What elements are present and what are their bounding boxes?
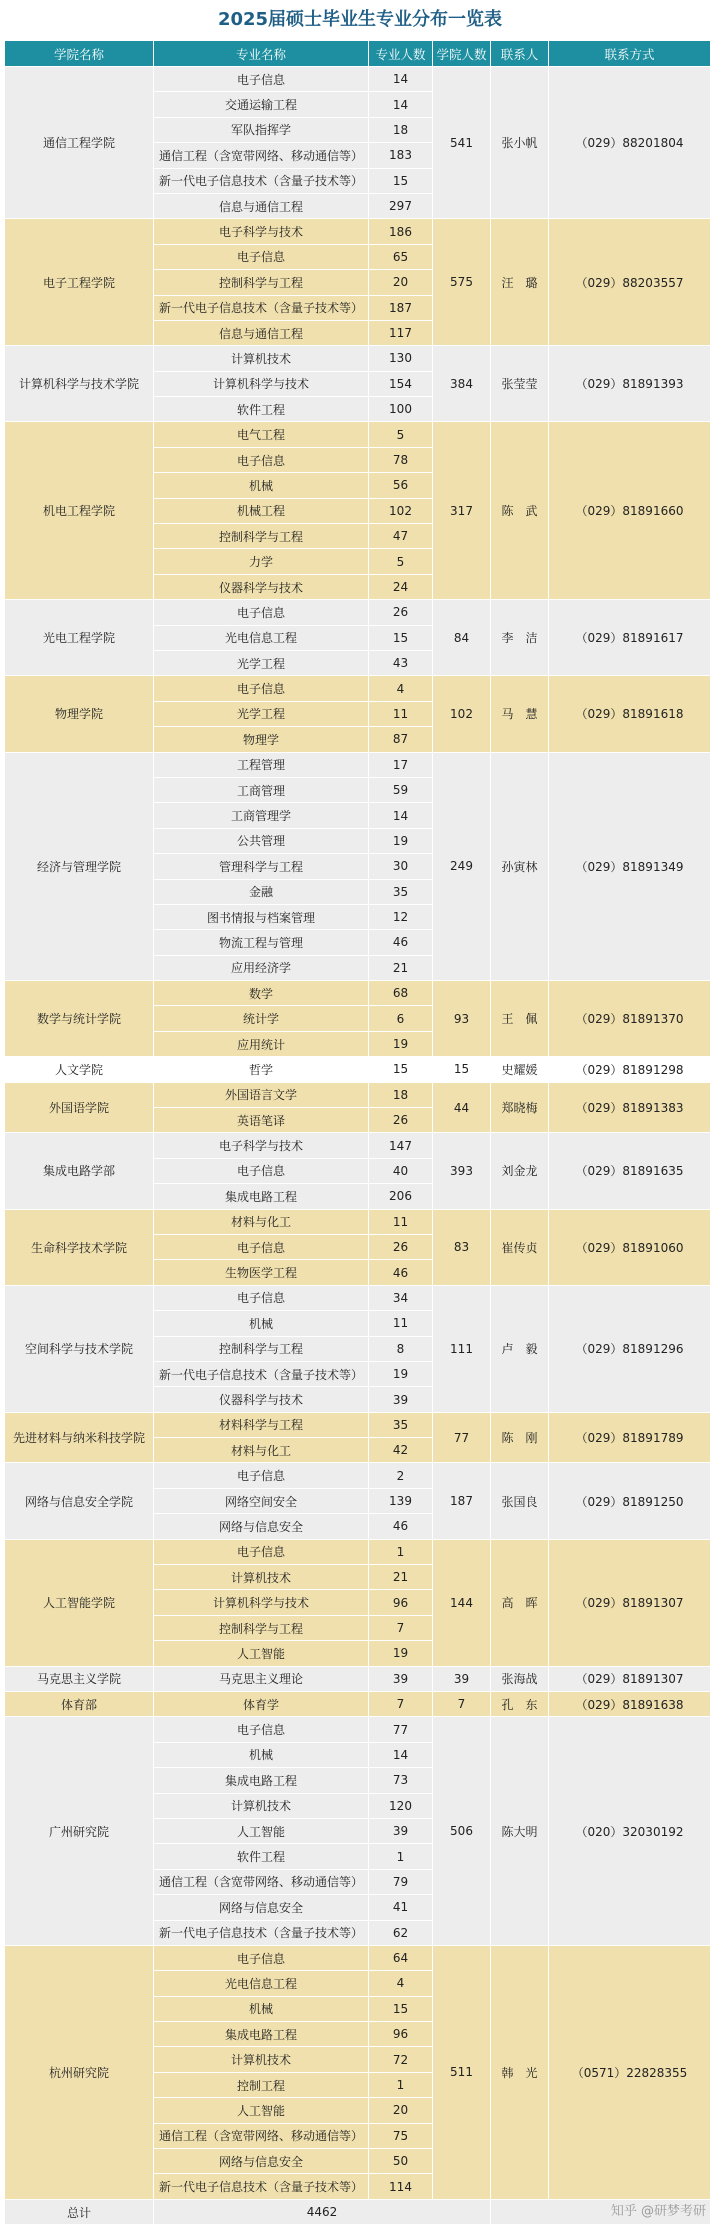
major-count: 11	[369, 1311, 433, 1336]
major-name: 统计学	[154, 1006, 369, 1031]
contact-phone: （029）81891250	[549, 1463, 711, 1539]
major-name: 网络空间安全	[154, 1488, 369, 1513]
major-name: 人工智能	[154, 1641, 369, 1666]
watermark: 知乎 @研梦考研	[610, 2204, 706, 2219]
major-count: 35	[369, 1412, 433, 1437]
major-name: 信息与通信工程	[154, 320, 369, 345]
major-count: 11	[369, 1209, 433, 1234]
table-row	[5, 1133, 711, 1158]
major-count: 20	[369, 270, 433, 295]
major-name: 新一代电子信息技术（含量子技术等）	[154, 1920, 369, 1945]
major-count: 186	[369, 219, 433, 244]
contact-person: 孔 东	[491, 1692, 549, 1717]
major-count: 96	[369, 1590, 433, 1615]
major-name: 电子信息	[154, 600, 369, 625]
contact-phone: （029）81891349	[549, 752, 711, 981]
table-body	[5, 67, 711, 2200]
contact-person: 陈 武	[491, 422, 549, 600]
table-row	[5, 1057, 711, 1082]
major-name: 机械	[154, 1311, 369, 1336]
major-count: 20	[369, 2098, 433, 2123]
college-count: 317	[433, 422, 491, 600]
major-name: 工商管理学	[154, 803, 369, 828]
major-name: 通信工程（含宽带网络、移动通信等）	[154, 2123, 369, 2148]
major-count: 72	[369, 2047, 433, 2072]
major-count: 75	[369, 2123, 433, 2148]
college-count: 77	[433, 1412, 491, 1463]
major-name: 电气工程	[154, 422, 369, 447]
major-count: 139	[369, 1488, 433, 1513]
major-name: 机械	[154, 473, 369, 498]
major-count: 42	[369, 1438, 433, 1463]
major-count: 39	[369, 1666, 433, 1691]
contact-person: 陈大明	[491, 1717, 549, 1946]
major-name: 电子信息	[154, 1285, 369, 1310]
table-row	[5, 1082, 711, 1107]
college-name: 外国语学院	[5, 1082, 154, 1133]
major-count: 120	[369, 1793, 433, 1818]
major-count: 96	[369, 2022, 433, 2047]
contact-person: 史耀媛	[491, 1057, 549, 1082]
college-count: 384	[433, 346, 491, 422]
contact-phone: （029）81891617	[549, 600, 711, 676]
major-count: 46	[369, 1260, 433, 1285]
major-name: 金融	[154, 879, 369, 904]
major-count: 7	[369, 1615, 433, 1640]
major-count: 114	[369, 2174, 433, 2199]
major-count: 6	[369, 1006, 433, 1031]
major-name: 机械	[154, 1742, 369, 1767]
contact-phone: （029）81891296	[549, 1285, 711, 1412]
major-count: 15	[369, 1996, 433, 2021]
college-name: 广州研究院	[5, 1717, 154, 1946]
college-count: 83	[433, 1209, 491, 1285]
major-count: 26	[369, 1234, 433, 1259]
contact-person: 马 慧	[491, 676, 549, 752]
contact-person: 韩 光	[491, 1945, 549, 2199]
college-count: 39	[433, 1666, 491, 1691]
table-row	[5, 1945, 711, 1970]
major-count: 39	[369, 1387, 433, 1412]
major-name: 集成电路工程	[154, 2022, 369, 2047]
contact-phone: （029）81891660	[549, 422, 711, 600]
contact-person: 张莹莹	[491, 346, 549, 422]
college-count: 511	[433, 1945, 491, 2199]
major-count: 5	[369, 549, 433, 574]
contact-phone: （029）81891307	[549, 1666, 711, 1691]
major-name: 电子科学与技术	[154, 219, 369, 244]
contact-phone: （029）81891060	[549, 1209, 711, 1285]
major-name: 数学	[154, 981, 369, 1006]
major-count: 14	[369, 92, 433, 117]
major-name: 软件工程	[154, 397, 369, 422]
major-name: 控制科学与工程	[154, 524, 369, 549]
major-count: 187	[369, 295, 433, 320]
major-name: 网络与信息安全	[154, 1895, 369, 1920]
contact-person: 孙寅林	[491, 752, 549, 981]
major-count: 12	[369, 904, 433, 929]
major-name: 计算机技术	[154, 1793, 369, 1818]
major-name: 计算机技术	[154, 1565, 369, 1590]
college-count: 393	[433, 1133, 491, 1209]
major-count: 62	[369, 1920, 433, 1945]
major-name: 控制科学与工程	[154, 1336, 369, 1361]
contact-phone: （029）81891370	[549, 981, 711, 1057]
college-name: 光电工程学院	[5, 600, 154, 676]
major-count: 14	[369, 803, 433, 828]
major-name: 电子信息	[154, 1463, 369, 1488]
header-college-count: 学院人数	[433, 41, 491, 67]
major-name: 材料与化工	[154, 1438, 369, 1463]
major-count: 78	[369, 447, 433, 472]
header-major-count: 专业人数	[369, 41, 433, 67]
college-name: 网络与信息安全学院	[5, 1463, 154, 1539]
major-count: 5	[369, 422, 433, 447]
major-name: 新一代电子信息技术（含量子技术等）	[154, 168, 369, 193]
contact-phone: （029）81891789	[549, 1412, 711, 1463]
college-count: 506	[433, 1717, 491, 1946]
major-name: 物理学	[154, 727, 369, 752]
table-row	[5, 1209, 711, 1234]
major-name: 仪器科学与技术	[154, 1387, 369, 1412]
major-count: 40	[369, 1158, 433, 1183]
table-row	[5, 752, 711, 777]
college-name: 通信工程学院	[5, 67, 154, 219]
college-count: 111	[433, 1285, 491, 1412]
major-name: 网络与信息安全	[154, 1514, 369, 1539]
major-name: 公共管理	[154, 828, 369, 853]
contact-person: 卢 毅	[491, 1285, 549, 1412]
major-name: 计算机技术	[154, 346, 369, 371]
major-count: 297	[369, 193, 433, 218]
major-name: 哲学	[154, 1057, 369, 1082]
table-row	[5, 1717, 711, 1742]
major-count: 19	[369, 828, 433, 853]
table-row	[5, 1285, 711, 1310]
college-count: 93	[433, 981, 491, 1057]
contact-phone: （029）81891298	[549, 1057, 711, 1082]
college-count: 15	[433, 1057, 491, 1082]
major-count: 21	[369, 955, 433, 980]
major-name: 光学工程	[154, 650, 369, 675]
major-count: 64	[369, 1945, 433, 1970]
major-name: 交通运输工程	[154, 92, 369, 117]
college-name: 空间科学与技术学院	[5, 1285, 154, 1412]
major-name: 人工智能	[154, 2098, 369, 2123]
table-row	[5, 981, 711, 1006]
major-name: 计算机技术	[154, 2047, 369, 2072]
header-contact: 联系人	[491, 41, 549, 67]
major-count: 1	[369, 1539, 433, 1564]
major-name: 电子信息	[154, 1234, 369, 1259]
major-count: 1	[369, 2072, 433, 2097]
contact-phone: （029）81891393	[549, 346, 711, 422]
college-count: 102	[433, 676, 491, 752]
contact-phone: （029）81891635	[549, 1133, 711, 1209]
college-count: 575	[433, 219, 491, 346]
major-count: 18	[369, 1082, 433, 1107]
major-count: 154	[369, 371, 433, 396]
major-count: 100	[369, 397, 433, 422]
college-count: 144	[433, 1539, 491, 1666]
major-count: 59	[369, 777, 433, 802]
major-name: 电子科学与技术	[154, 1133, 369, 1158]
contact-person: 高 晖	[491, 1539, 549, 1666]
major-count: 19	[369, 1361, 433, 1386]
major-name: 计算机科学与技术	[154, 1590, 369, 1615]
major-name: 机械	[154, 1996, 369, 2021]
major-count: 14	[369, 67, 433, 92]
major-name: 光电信息工程	[154, 625, 369, 650]
contact-person: 陈 刚	[491, 1412, 549, 1463]
major-name: 电子信息	[154, 67, 369, 92]
major-name: 通信工程（含宽带网络、移动通信等）	[154, 143, 369, 168]
major-count: 4	[369, 1971, 433, 1996]
major-count: 21	[369, 1565, 433, 1590]
major-name: 材料科学与工程	[154, 1412, 369, 1437]
major-name: 光学工程	[154, 701, 369, 726]
college-count: 187	[433, 1463, 491, 1539]
major-name: 集成电路工程	[154, 1768, 369, 1793]
table-row	[5, 1539, 711, 1564]
college-name: 物理学院	[5, 676, 154, 752]
college-count: 84	[433, 600, 491, 676]
table-row	[5, 346, 711, 371]
contact-phone: （020）32030192	[549, 1717, 711, 1946]
major-count: 17	[369, 752, 433, 777]
header-college: 学院名称	[5, 41, 154, 67]
major-name: 软件工程	[154, 1844, 369, 1869]
contact-person: 崔传贞	[491, 1209, 549, 1285]
major-count: 15	[369, 168, 433, 193]
major-name: 应用统计	[154, 1031, 369, 1056]
major-name: 电子信息	[154, 1945, 369, 1970]
college-name: 经济与管理学院	[5, 752, 154, 981]
major-name: 新一代电子信息技术（含量子技术等）	[154, 2174, 369, 2199]
major-name: 通信工程（含宽带网络、移动通信等）	[154, 1869, 369, 1894]
major-name: 军队指挥学	[154, 117, 369, 142]
major-count: 147	[369, 1133, 433, 1158]
major-name: 控制科学与工程	[154, 1615, 369, 1640]
college-name: 生命科学技术学院	[5, 1209, 154, 1285]
major-count: 26	[369, 600, 433, 625]
major-count: 43	[369, 650, 433, 675]
college-name: 先进材料与纳米科技学院	[5, 1412, 154, 1463]
major-name: 马克思主义理论	[154, 1666, 369, 1691]
major-name: 新一代电子信息技术（含量子技术等）	[154, 295, 369, 320]
major-name: 电子信息	[154, 1717, 369, 1742]
major-name: 人工智能	[154, 1818, 369, 1843]
major-count: 206	[369, 1184, 433, 1209]
major-count: 24	[369, 574, 433, 599]
major-name: 集成电路工程	[154, 1184, 369, 1209]
major-count: 65	[369, 244, 433, 269]
major-name: 控制科学与工程	[154, 270, 369, 295]
contact-person: 刘金龙	[491, 1133, 549, 1209]
contact-phone: （0571）22828355	[549, 1945, 711, 2199]
major-count: 2	[369, 1463, 433, 1488]
major-name: 电子信息	[154, 676, 369, 701]
major-count: 87	[369, 727, 433, 752]
table-row	[5, 219, 711, 244]
table-row	[5, 600, 711, 625]
contact-person: 郑晓梅	[491, 1082, 549, 1133]
major-count: 19	[369, 1031, 433, 1056]
table-row	[5, 1412, 711, 1437]
contact-person: 张国良	[491, 1463, 549, 1539]
college-name: 杭州研究院	[5, 1945, 154, 2199]
major-name: 工商管理	[154, 777, 369, 802]
major-count: 102	[369, 498, 433, 523]
major-name: 网络与信息安全	[154, 2149, 369, 2174]
total-row	[5, 2199, 711, 2224]
college-name: 计算机科学与技术学院	[5, 346, 154, 422]
table-header-row	[5, 41, 711, 67]
major-count: 30	[369, 854, 433, 879]
table-row	[5, 676, 711, 701]
major-count: 19	[369, 1641, 433, 1666]
college-count: 541	[433, 67, 491, 219]
major-count: 73	[369, 1768, 433, 1793]
major-name: 体育学	[154, 1692, 369, 1717]
contact-person: 李 洁	[491, 600, 549, 676]
table-row	[5, 1692, 711, 1717]
major-name: 应用经济学	[154, 955, 369, 980]
major-name: 仪器科学与技术	[154, 574, 369, 599]
major-name: 图书情报与档案管理	[154, 904, 369, 929]
major-count: 35	[369, 879, 433, 904]
major-count: 11	[369, 701, 433, 726]
major-name: 电子信息	[154, 447, 369, 472]
major-count: 79	[369, 1869, 433, 1894]
major-name: 电子信息	[154, 244, 369, 269]
total-value: 4462	[154, 2199, 491, 2224]
major-name: 物流工程与管理	[154, 930, 369, 955]
major-count: 46	[369, 930, 433, 955]
college-name: 集成电路学部	[5, 1133, 154, 1209]
major-name: 信息与通信工程	[154, 193, 369, 218]
header-major: 专业名称	[154, 41, 369, 67]
contact-phone: （029）81891618	[549, 676, 711, 752]
contact-person: 王 佩	[491, 981, 549, 1057]
major-name: 电子信息	[154, 1539, 369, 1564]
major-distribution-table	[4, 40, 711, 2225]
college-name: 人文学院	[5, 1057, 154, 1082]
contact-phone: （029）88201804	[549, 67, 711, 219]
college-count: 7	[433, 1692, 491, 1717]
college-name: 电子工程学院	[5, 219, 154, 346]
major-count: 47	[369, 524, 433, 549]
major-count: 26	[369, 1108, 433, 1133]
major-count: 34	[369, 1285, 433, 1310]
major-count: 46	[369, 1514, 433, 1539]
major-count: 41	[369, 1895, 433, 1920]
major-count: 130	[369, 346, 433, 371]
major-name: 生物医学工程	[154, 1260, 369, 1285]
header-phone: 联系方式	[549, 41, 711, 67]
major-name: 管理科学与工程	[154, 854, 369, 879]
contact-person: 张小帆	[491, 67, 549, 219]
major-count: 15	[369, 625, 433, 650]
table-row	[5, 1463, 711, 1488]
college-name: 数学与统计学院	[5, 981, 154, 1057]
major-name: 材料与化工	[154, 1209, 369, 1234]
major-name: 电子信息	[154, 1158, 369, 1183]
major-name: 外国语言文学	[154, 1082, 369, 1107]
major-count: 68	[369, 981, 433, 1006]
college-count: 249	[433, 752, 491, 981]
total-label: 总计	[5, 2199, 154, 2224]
contact-phone: （029）81891307	[549, 1539, 711, 1666]
major-count: 7	[369, 1692, 433, 1717]
major-name: 英语笔译	[154, 1108, 369, 1133]
major-count: 50	[369, 2149, 433, 2174]
college-name: 体育部	[5, 1692, 154, 1717]
contact-person: 汪 璐	[491, 219, 549, 346]
major-name: 工程管理	[154, 752, 369, 777]
contact-phone: （029）88203557	[549, 219, 711, 346]
college-count: 44	[433, 1082, 491, 1133]
major-name: 光电信息工程	[154, 1971, 369, 1996]
major-name: 机械工程	[154, 498, 369, 523]
table-row	[5, 67, 711, 92]
major-name: 新一代电子信息技术（含量子技术等）	[154, 1361, 369, 1386]
table-row	[5, 1666, 711, 1691]
major-count: 14	[369, 1742, 433, 1767]
major-count: 1	[369, 1844, 433, 1869]
major-count: 39	[369, 1818, 433, 1843]
contact-phone: （029）81891638	[549, 1692, 711, 1717]
major-count: 15	[369, 1057, 433, 1082]
college-name: 马克思主义学院	[5, 1666, 154, 1691]
major-count: 117	[369, 320, 433, 345]
contact-person: 张海战	[491, 1666, 549, 1691]
major-count: 18	[369, 117, 433, 142]
table-row	[5, 422, 711, 447]
major-count: 56	[369, 473, 433, 498]
college-name: 机电工程学院	[5, 422, 154, 600]
major-count: 8	[369, 1336, 433, 1361]
major-name: 控制工程	[154, 2072, 369, 2097]
college-name: 人工智能学院	[5, 1539, 154, 1666]
page-title: 2025届硕士毕业生专业分布一览表	[217, 9, 503, 30]
major-count: 77	[369, 1717, 433, 1742]
major-count: 4	[369, 676, 433, 701]
major-name: 计算机科学与技术	[154, 371, 369, 396]
major-name: 力学	[154, 549, 369, 574]
major-count: 183	[369, 143, 433, 168]
contact-phone: （029）81891383	[549, 1082, 711, 1133]
